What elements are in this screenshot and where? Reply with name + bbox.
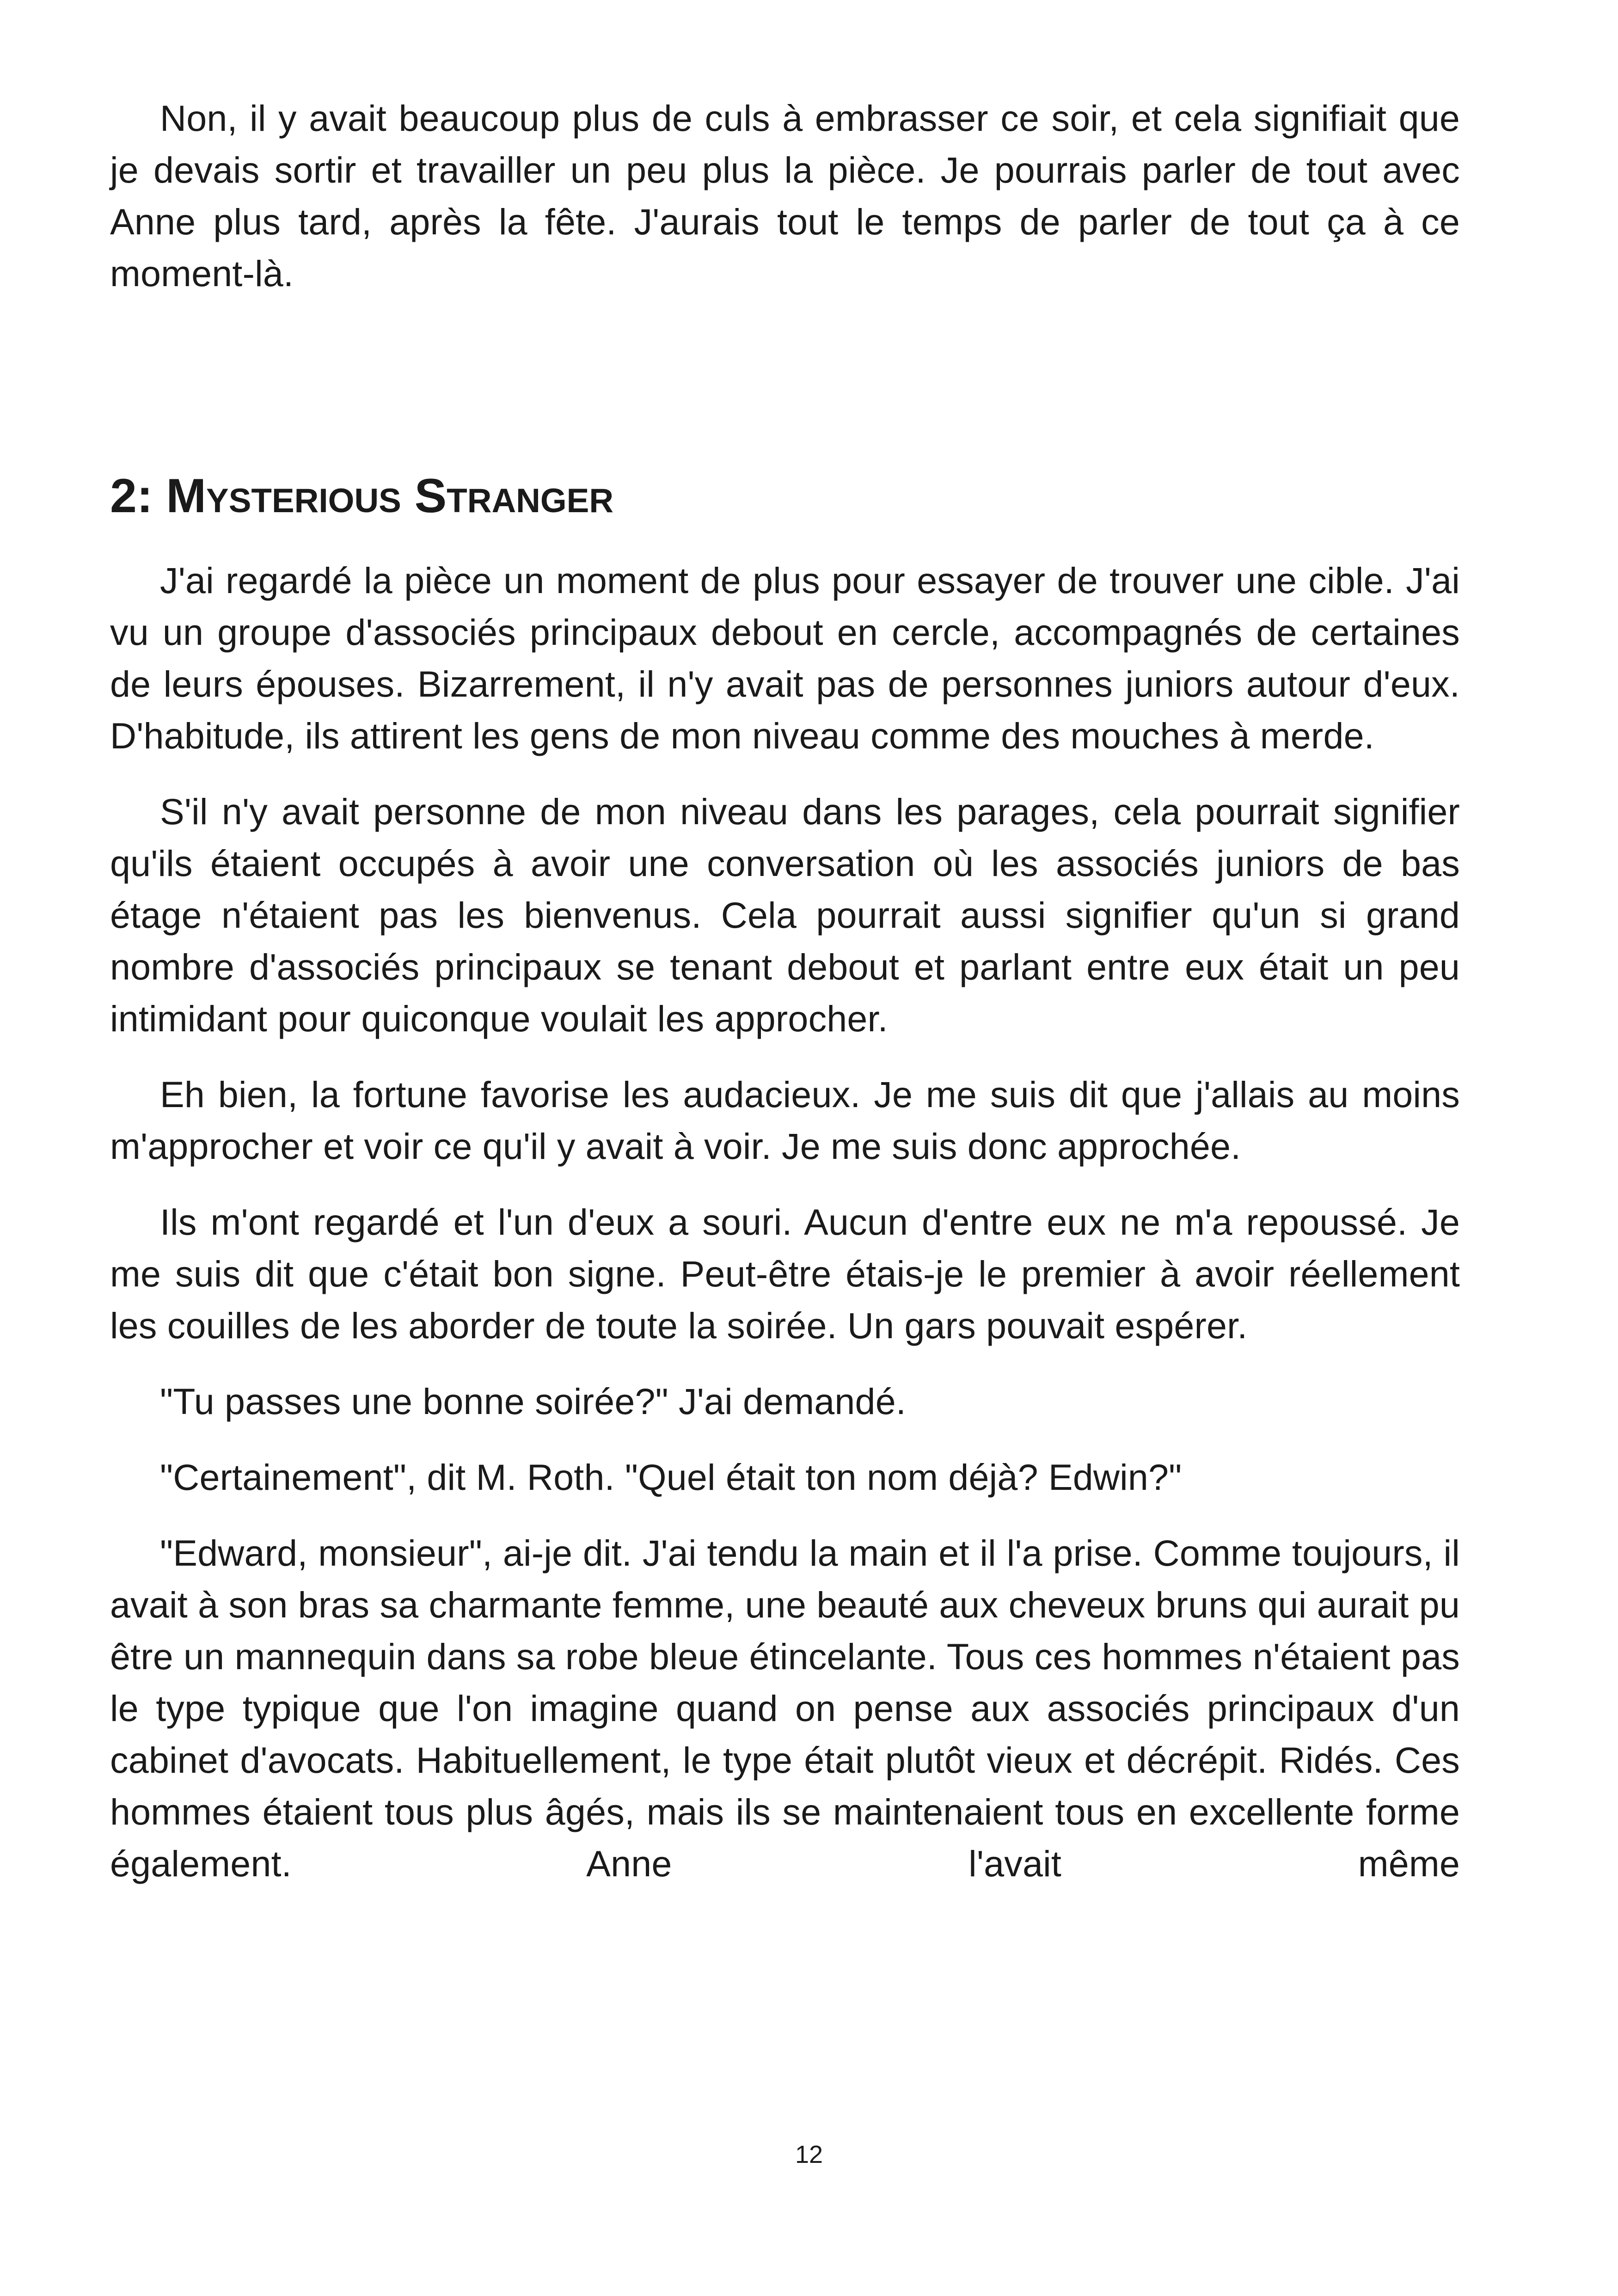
paragraph: Eh bien, la fortune favorise les audacieux. Je me suis dit que j'allais au moins m'approcher et voir ce qu'il y avait à voir. Je me suis donc approchée.: [110, 1074, 1460, 1167]
paragraph: Ils m'ont regardé et l'un d'eux a souri. Aucun d'entre eux ne m'a repoussé. Je me suis dit que c'était bon signe. Peut-être étais-je le premier à avoir réellement les couilles de les aborder de toute la soirée. Un gars pouvait espérer.: [110, 1201, 1460, 1346]
paragraph: S'il n'y avait personne de mon niveau dans les parages, cela pourrait signifier qu'ils étaient occupés à avoir une conversation où les associés juniors de bas étage n'étaient pas les bienvenus. Cela pourrait aussi signifier qu'un si grand nombre d'associés principaux se tenant debout et parlant entre eux était un peu intimidant pour quiconque voulait les approcher.: [110, 791, 1460, 1039]
page-number: 12: [795, 2141, 823, 2168]
chapter-title: Mysterious Stranger: [166, 469, 614, 523]
chapter-number: 2:: [110, 469, 153, 523]
page-body: [110, 92, 1460, 1890]
paragraph-intro: Non, il y avait beaucoup plus de culs à embrasser ce soir, et cela signifiait que je devais sortir et travailler un peu plus la pièce. Je pourrais parler de tout avec Anne plus tard, après la fête. J'aurais tout le temps de parler de tout ça à ce moment-là.: [110, 98, 1460, 294]
paragraph: "Certainement", dit M. Roth. "Quel était ton nom déjà? Edwin?": [160, 1457, 1182, 1498]
chapter-heading: [110, 466, 1460, 526]
paragraph: J'ai regardé la pièce un moment de plus pour essayer de trouver une cible. J'ai vu un groupe d'associés principaux debout en cercle, accompagnés de certaines de leurs épouses. Bizarrement, il n'y avait pas de personnes juniors autour d'eux. D'habitude, ils attirent les gens de mon niveau comme des mouches à merde.: [110, 560, 1460, 756]
paragraph: "Edward, monsieur", ai-je dit. J'ai tendu la main et il l'a prise. Comme toujours, il avait à son bras sa charmante femme, une beauté aux cheveux bruns qui aurait pu être un mannequin dans sa robe bleue étincelante. Tous ces hommes n'étaient pas le type typique que l'on imagine quand on pense aux associés principaux d'un cabinet d'avocats. Habituellement, le type était plutôt vieux et décrépit. Ridés. Ces hommes étaient tous plus âgés, mais ils se maintenaient tous en excellente forme également. Anne l'avait même: [110, 1532, 1460, 1884]
paragraph: "Tu passes une bonne soirée?" J'ai demandé.: [160, 1381, 906, 1422]
